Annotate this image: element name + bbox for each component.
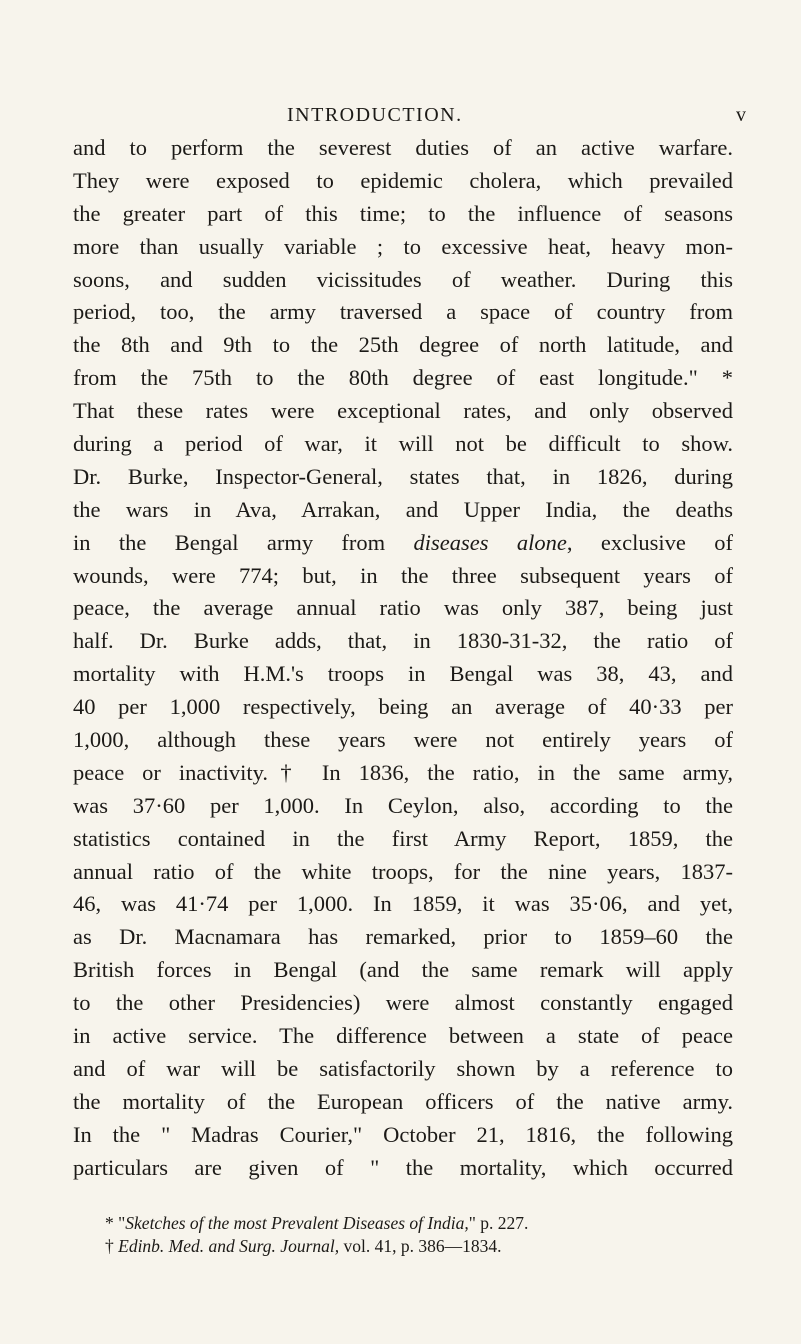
footnote-1-rest: " p. 227. xyxy=(468,1213,529,1233)
text-line: in the Bengal army from diseases alone, exclusive of xyxy=(73,529,733,555)
footnote-2-mark: † xyxy=(105,1235,119,1256)
text-line: mortality with H.M.'s troops in Bengal was 38, 43, and xyxy=(73,661,733,687)
page-number: v xyxy=(736,104,746,126)
text-line: soons, and sudden vicissitudes of weather. During this xyxy=(73,266,733,292)
text-line: to the other Presidencies) were almost constantly engaged xyxy=(73,990,733,1016)
text-line: period, too, the army traversed a space of country from xyxy=(73,299,733,325)
text-line: was 37·60 per 1,000. In Ceylon, also, according to the xyxy=(73,792,733,818)
footnote-2-rest: vol. 41, p. 386—1834. xyxy=(339,1235,502,1256)
text-line: more than usually variable ; to excessive heat, heavy mon- xyxy=(73,233,733,259)
footnote-2-title: Edinb. Med. and Surg. Journal, xyxy=(118,1235,340,1256)
footnote-1 xyxy=(105,1212,725,1235)
emphasis-text: diseases alone xyxy=(413,529,567,555)
text-line: 46, was 41·74 per 1,000. In 1859, it was 35·06, and yet, xyxy=(73,891,733,917)
text-line: the wars in Ava, Arrakan, and Upper India, the deaths xyxy=(73,496,733,522)
text-line: peace or inactivity.† In 1836, the ratio, in the same army, xyxy=(73,759,733,785)
footnote-1-title: Sketches of the most Prevalent Diseases of India, xyxy=(125,1213,469,1233)
footnotes xyxy=(105,1212,725,1257)
text-line: peace, the average annual ratio was only 387, being just xyxy=(73,595,733,621)
text-line: In the " Madras Courier," October 21, 1816, the following xyxy=(73,1121,733,1147)
footnote-2 xyxy=(105,1235,725,1258)
text-line: in active service. The difference between a state of peace xyxy=(73,1023,733,1049)
text-line: British forces in Bengal (and the same remark will apply xyxy=(73,957,733,983)
text-line: from the 75th to the 80th degree of east longitude." * xyxy=(73,365,733,391)
body-text xyxy=(73,132,733,1185)
text-line: That these rates were exceptional rates, and only observed xyxy=(73,398,733,424)
text-line: Dr. Burke, Inspector-General, states that, in 1826, during xyxy=(73,463,733,489)
text-line: and to perform the severest duties of an active warfare. xyxy=(73,135,733,160)
text-line: as Dr. Macnamara has remarked, prior to 1859–60 the xyxy=(73,924,733,950)
text-line: and of war will be satisfactorily shown by a reference to xyxy=(73,1055,733,1081)
text-line: during a period of war, it will not be difficult to show. xyxy=(73,431,733,457)
text-line: 40 per 1,000 respectively, being an average of 40·33 per xyxy=(73,694,733,720)
text-line: the 8th and 9th to the 25th degree of north latitude, and xyxy=(73,332,733,358)
text-line: the greater part of this time; to the influence of seasons xyxy=(73,200,733,226)
text-line: wounds, were 774; but, in the three subsequent years of xyxy=(73,562,733,588)
text-line: statistics contained in the first Army Report, 1859, the xyxy=(73,825,733,851)
text-line: They were exposed to epidemic cholera, which prevailed xyxy=(73,167,733,193)
text-line: half. Dr. Burke adds, that, in 1830-31-32, the ratio of xyxy=(73,628,733,654)
page-header xyxy=(0,104,801,134)
text-line: annual ratio of the white troops, for the nine years, 1837- xyxy=(73,858,733,884)
footnote-1-mark: * " xyxy=(105,1213,126,1233)
running-head: INTRODUCTION. xyxy=(287,104,463,126)
text-line: 1,000, although these years were not entirely years of xyxy=(73,727,733,753)
text-line: particulars are given of " the mortality, which occurred xyxy=(73,1154,733,1180)
text-line: the mortality of the European officers of the native army. xyxy=(73,1088,733,1114)
